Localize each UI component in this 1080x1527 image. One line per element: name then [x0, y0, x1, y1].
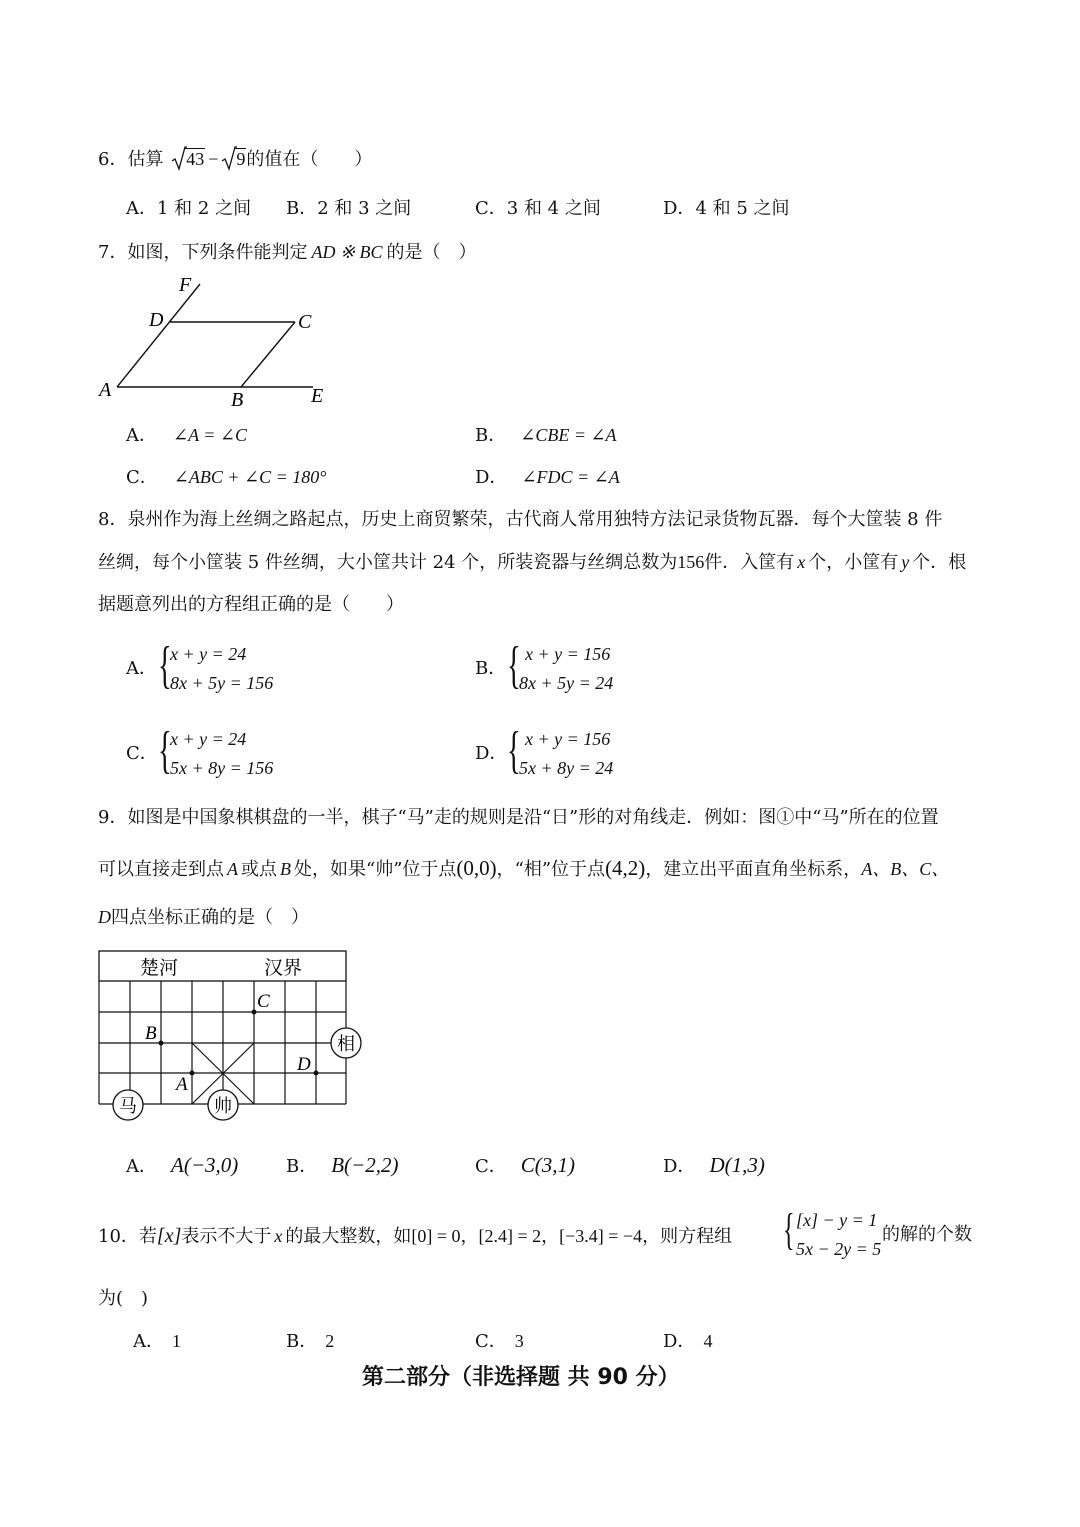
q8-stem-line3: 据题意列出的方程组正确的是（ ）	[98, 594, 404, 615]
point-D	[314, 1071, 319, 1076]
q7-stem: 7．如图，下列条件能判定 AD ※ BC 的是（ ）	[98, 242, 477, 263]
line-AF	[117, 284, 200, 387]
q7-option-c[interactable]: C． ∠ABC + ∠C = 180°	[126, 467, 327, 488]
q9-option-a[interactable]: A． A(−3,0)	[126, 1153, 239, 1177]
brace-icon: {	[783, 1205, 795, 1254]
q10-stem-part1: 10．若[x]表示不大于 x 的最大整数，如[0] = 0，[2.4] = 2，[−3.4] = −4，则方程组	[98, 1225, 733, 1247]
q9-stem-line3: D四点坐标正确的是（ ）	[98, 907, 309, 928]
q10-option-d[interactable]: D． 4	[663, 1331, 713, 1352]
section-2-heading: 第二部分（非选择题 共 90 分）	[362, 1365, 680, 1390]
label-C: C	[257, 991, 270, 1012]
q8-stem-line2: 丝绸，每个小筐装 5 件丝绸，大小筐共计 24 个，所装瓷器与丝绸总数为156件．入筐有 x 个，小筐有 y 个．根	[98, 552, 967, 573]
q9-stem-line1: 9．如图是中国象棋棋盘的一半，棋子“马”走的规则是沿“日”形的对角线走．例如：图①中“马”所在的位置	[98, 807, 939, 828]
river-band	[99, 951, 346, 981]
q9-chess-board-figure	[90, 945, 380, 1125]
piece-shuai-label: 帅	[214, 1096, 232, 1116]
brace-icon: {	[507, 637, 521, 694]
q6-stem: 6．估算 43 − 9的值在（ ）	[98, 150, 372, 169]
label-E: E	[311, 385, 324, 407]
sqrt-9: 9	[221, 150, 246, 168]
point-A	[190, 1071, 195, 1076]
label-D: D	[149, 309, 164, 331]
point-B	[159, 1041, 164, 1046]
line-CB	[241, 322, 295, 387]
q9-option-d[interactable]: D． D(1,3)	[663, 1153, 765, 1177]
brace-icon: {	[507, 722, 521, 779]
q6-option-d[interactable]: D．4 和 5 之间	[663, 198, 790, 219]
label-C: C	[298, 311, 312, 333]
q6-option-c[interactable]: C．3 和 4 之间	[475, 198, 601, 219]
brace-icon: {	[158, 722, 172, 779]
q10-option-c[interactable]: C． 3	[475, 1331, 524, 1352]
river-left-label: 楚河	[140, 958, 179, 979]
board-grid	[99, 981, 346, 1104]
q7-option-a[interactable]: A． ∠A = ∠C	[126, 425, 247, 446]
q6-option-a[interactable]: A．1 和 2 之间	[126, 198, 252, 219]
brace-icon: {	[158, 637, 172, 694]
q9-option-c[interactable]: C． C(3,1)	[475, 1153, 576, 1177]
label-B: B	[145, 1023, 157, 1044]
label-A: A	[99, 379, 112, 401]
label-A: A	[176, 1074, 188, 1095]
q6-option-b[interactable]: B．2 和 3 之间	[286, 198, 412, 219]
radical-sign-icon	[221, 146, 237, 172]
sqrt-43: 43	[171, 150, 205, 168]
q9-option-b[interactable]: B． B(−2,2)	[286, 1153, 399, 1177]
q8-stem-line1: 8．泉州作为海上丝绸之路起点，历史上商贸繁荣，古代商人常用独特方法记录货物瓦器．每个大筐装 8 件	[98, 509, 943, 530]
piece-ma-label: 马	[119, 1096, 137, 1116]
piece-xiang-label: 相	[337, 1034, 355, 1054]
q9-stem-line2: 可以直接走到点 A 或点 B 处，如果“帅”位于点(0,0)，“相”位于点(4,2)，建立出平面直角坐标系，A、B、C、	[98, 856, 950, 880]
label-B: B	[231, 389, 244, 411]
q10-option-a[interactable]: A． 1	[133, 1331, 181, 1352]
q10-stem-line2: 为( )	[98, 1288, 149, 1309]
q10-option-b[interactable]: B． 2	[286, 1331, 335, 1352]
label-D: D	[297, 1054, 311, 1075]
radical-sign-icon	[171, 146, 187, 172]
river-right-label: 汉界	[264, 958, 303, 979]
label-F: F	[179, 274, 192, 296]
q7-parallelogram-figure	[95, 272, 335, 412]
q7-option-b[interactable]: B． ∠CBE = ∠A	[475, 425, 617, 446]
q7-option-d[interactable]: D． ∠FDC = ∠A	[475, 467, 620, 488]
q10-stem-part2: 的解的个数	[882, 1224, 972, 1245]
point-C	[252, 1010, 257, 1015]
